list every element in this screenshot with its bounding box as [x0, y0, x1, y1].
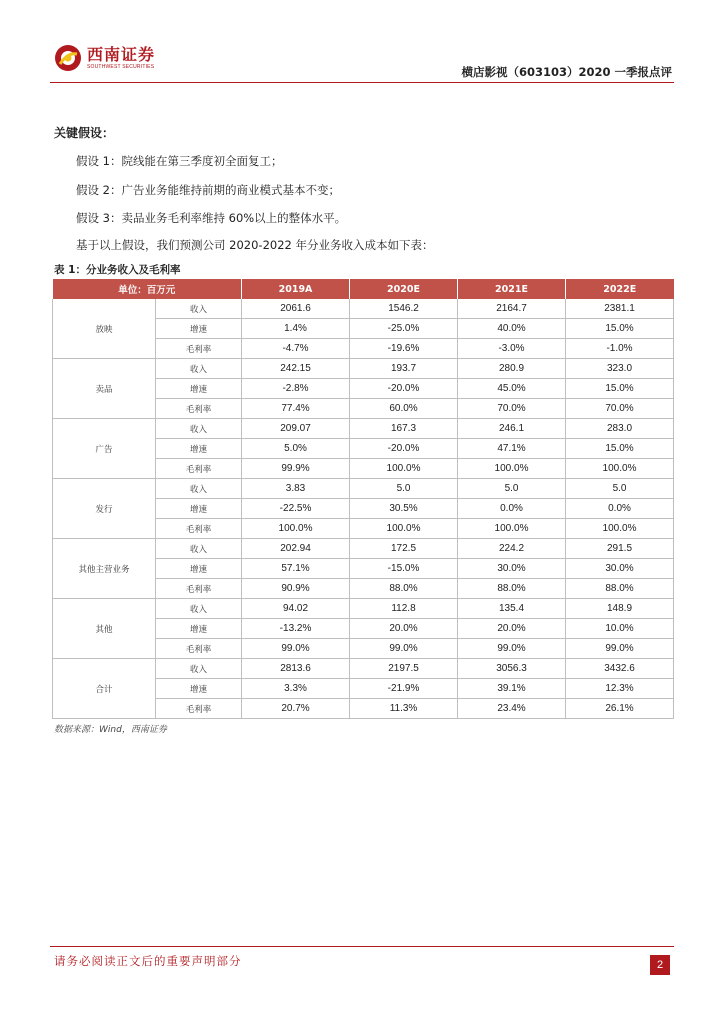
table-caption: 表 1：分业务收入及毛利率 — [54, 264, 181, 276]
table-cell: 2164.7 — [458, 299, 566, 319]
table-cell: 135.4 — [458, 599, 566, 619]
table-cell: 2381.1 — [566, 299, 674, 319]
assumption-2: 假设 2：广告业务能维持前期的商业模式基本不变； — [76, 183, 340, 197]
table-cell: -4.7% — [242, 339, 350, 359]
table-row — [53, 299, 674, 319]
table-cell: 0.0% — [566, 499, 674, 519]
table-cell: 30.0% — [566, 559, 674, 579]
table-cell: 5.0 — [350, 479, 458, 499]
column-header: 2020E — [350, 279, 458, 299]
column-header: 2019A — [242, 279, 350, 299]
table-cell: 100.0% — [566, 519, 674, 539]
assumption-3: 假设 3：卖品业务毛利率维持 60%以上的整体水平。 — [76, 211, 347, 225]
table-cell: 3.3% — [242, 679, 350, 699]
logo-subtitle: SOUTHWEST SECURITIES — [87, 63, 155, 70]
report-title: 横店影视（603103）2020 一季报点评 — [461, 65, 672, 79]
table-cell: 193.7 — [350, 359, 458, 379]
table-cell: 88.0% — [458, 579, 566, 599]
metric-label: 增速 — [156, 379, 242, 399]
table-cell: 99.0% — [242, 639, 350, 659]
table-cell: 100.0% — [350, 459, 458, 479]
table-cell: 45.0% — [458, 379, 566, 399]
table-row — [53, 479, 674, 499]
table-cell: -13.2% — [242, 619, 350, 639]
table-cell: 100.0% — [458, 459, 566, 479]
table-cell: 242.15 — [242, 359, 350, 379]
table-cell: 30.5% — [350, 499, 458, 519]
metric-label: 毛利率 — [156, 339, 242, 359]
table-cell: 246.1 — [458, 419, 566, 439]
table-cell: 90.9% — [242, 579, 350, 599]
table-cell: 1.4% — [242, 319, 350, 339]
company-logo — [54, 44, 155, 72]
metric-label: 收入 — [156, 539, 242, 559]
table-cell: 20.0% — [350, 619, 458, 639]
table-row — [53, 359, 674, 379]
metric-label: 毛利率 — [156, 639, 242, 659]
table-cell: 15.0% — [566, 319, 674, 339]
table-cell: 23.4% — [458, 699, 566, 719]
table-cell: 2197.5 — [350, 659, 458, 679]
table-cell: 26.1% — [566, 699, 674, 719]
table-cell: 88.0% — [566, 579, 674, 599]
metric-label: 增速 — [156, 559, 242, 579]
table-cell: 0.0% — [458, 499, 566, 519]
metric-label: 毛利率 — [156, 399, 242, 419]
logo-name: 西南证券 — [87, 44, 156, 64]
table-cell: 3.83 — [242, 479, 350, 499]
segment-name: 放映 — [53, 299, 156, 359]
table-cell: 88.0% — [350, 579, 458, 599]
table-cell: 15.0% — [566, 439, 674, 459]
table-cell: 99.0% — [350, 639, 458, 659]
table-cell: 3432.6 — [566, 659, 674, 679]
table-cell: 100.0% — [350, 519, 458, 539]
table-cell: 99.9% — [242, 459, 350, 479]
table-cell: 3056.3 — [458, 659, 566, 679]
table-cell: -3.0% — [458, 339, 566, 359]
table-cell: 57.1% — [242, 559, 350, 579]
metric-label: 增速 — [156, 439, 242, 459]
table-cell: 94.02 — [242, 599, 350, 619]
table-header-row — [53, 279, 674, 299]
table-cell: 5.0% — [242, 439, 350, 459]
table-cell: -20.0% — [350, 379, 458, 399]
table-cell: 12.3% — [566, 679, 674, 699]
table-cell: 70.0% — [458, 399, 566, 419]
table-cell: 15.0% — [566, 379, 674, 399]
table-cell: 99.0% — [458, 639, 566, 659]
table-cell: 30.0% — [458, 559, 566, 579]
footer-disclaimer: 请务必阅读正文后的重要声明部分 — [54, 954, 242, 968]
segment-name: 广告 — [53, 419, 156, 479]
table-cell: 20.0% — [458, 619, 566, 639]
table-cell: -21.9% — [350, 679, 458, 699]
metric-label: 毛利率 — [156, 699, 242, 719]
unit-header: 单位：百万元 — [53, 279, 242, 299]
metric-label: 收入 — [156, 479, 242, 499]
table-cell: 39.1% — [458, 679, 566, 699]
table-cell: 323.0 — [566, 359, 674, 379]
table-cell: 202.94 — [242, 539, 350, 559]
table-cell: -2.8% — [242, 379, 350, 399]
table-cell: 11.3% — [350, 699, 458, 719]
forecast-summary: 基于以上假设，我们预测公司 2020-2022 年分业务收入成本如下表： — [76, 238, 434, 252]
table-cell: 100.0% — [458, 519, 566, 539]
table-cell: 100.0% — [566, 459, 674, 479]
table-cell: 2061.6 — [242, 299, 350, 319]
segment-name: 其他 — [53, 599, 156, 659]
column-header: 2021E — [458, 279, 566, 299]
table-cell: 148.9 — [566, 599, 674, 619]
logo-emblem-icon — [54, 44, 82, 72]
table-cell: -20.0% — [350, 439, 458, 459]
table-row — [53, 659, 674, 679]
table-cell: 40.0% — [458, 319, 566, 339]
column-header: 2022E — [566, 279, 674, 299]
table-row — [53, 599, 674, 619]
segment-name: 发行 — [53, 479, 156, 539]
table-cell: 20.7% — [242, 699, 350, 719]
table-cell: 60.0% — [350, 399, 458, 419]
table-cell: 100.0% — [242, 519, 350, 539]
metric-label: 毛利率 — [156, 519, 242, 539]
table-row — [53, 419, 674, 439]
table-row — [53, 539, 674, 559]
metric-label: 收入 — [156, 659, 242, 679]
table-cell: 167.3 — [350, 419, 458, 439]
table-cell: 10.0% — [566, 619, 674, 639]
revenue-margin-table — [52, 279, 674, 719]
data-source: 数据来源：Wind，西南证券 — [54, 725, 167, 735]
table-cell: 77.4% — [242, 399, 350, 419]
table-cell: 112.8 — [350, 599, 458, 619]
table-cell: 283.0 — [566, 419, 674, 439]
table-cell: -15.0% — [350, 559, 458, 579]
table-cell: -1.0% — [566, 339, 674, 359]
table-cell: 2813.6 — [242, 659, 350, 679]
section-title: 关键假设： — [54, 126, 115, 140]
metric-label: 增速 — [156, 619, 242, 639]
metric-label: 增速 — [156, 499, 242, 519]
segment-name: 其他主营业务 — [53, 539, 156, 599]
table-cell: -22.5% — [242, 499, 350, 519]
assumption-1: 假设 1：院线能在第三季度初全面复工； — [76, 154, 283, 168]
table-cell: 70.0% — [566, 399, 674, 419]
header-divider — [50, 82, 674, 83]
metric-label: 毛利率 — [156, 459, 242, 479]
table-cell: 1546.2 — [350, 299, 458, 319]
footer-divider — [50, 946, 674, 947]
table-cell: 99.0% — [566, 639, 674, 659]
segment-name: 卖品 — [53, 359, 156, 419]
metric-label: 收入 — [156, 419, 242, 439]
table-cell: 209.07 — [242, 419, 350, 439]
table-cell: -25.0% — [350, 319, 458, 339]
table-cell: 291.5 — [566, 539, 674, 559]
metric-label: 增速 — [156, 319, 242, 339]
metric-label: 收入 — [156, 299, 242, 319]
metric-label: 毛利率 — [156, 579, 242, 599]
metric-label: 增速 — [156, 679, 242, 699]
metric-label: 收入 — [156, 599, 242, 619]
table-cell: 5.0 — [458, 479, 566, 499]
page-number: 2 — [650, 955, 670, 975]
table-cell: 5.0 — [566, 479, 674, 499]
table-cell: 172.5 — [350, 539, 458, 559]
metric-label: 收入 — [156, 359, 242, 379]
table-cell: 47.1% — [458, 439, 566, 459]
segment-name: 合计 — [53, 659, 156, 719]
table-cell: 280.9 — [458, 359, 566, 379]
table-cell: 224.2 — [458, 539, 566, 559]
table-cell: -19.6% — [350, 339, 458, 359]
